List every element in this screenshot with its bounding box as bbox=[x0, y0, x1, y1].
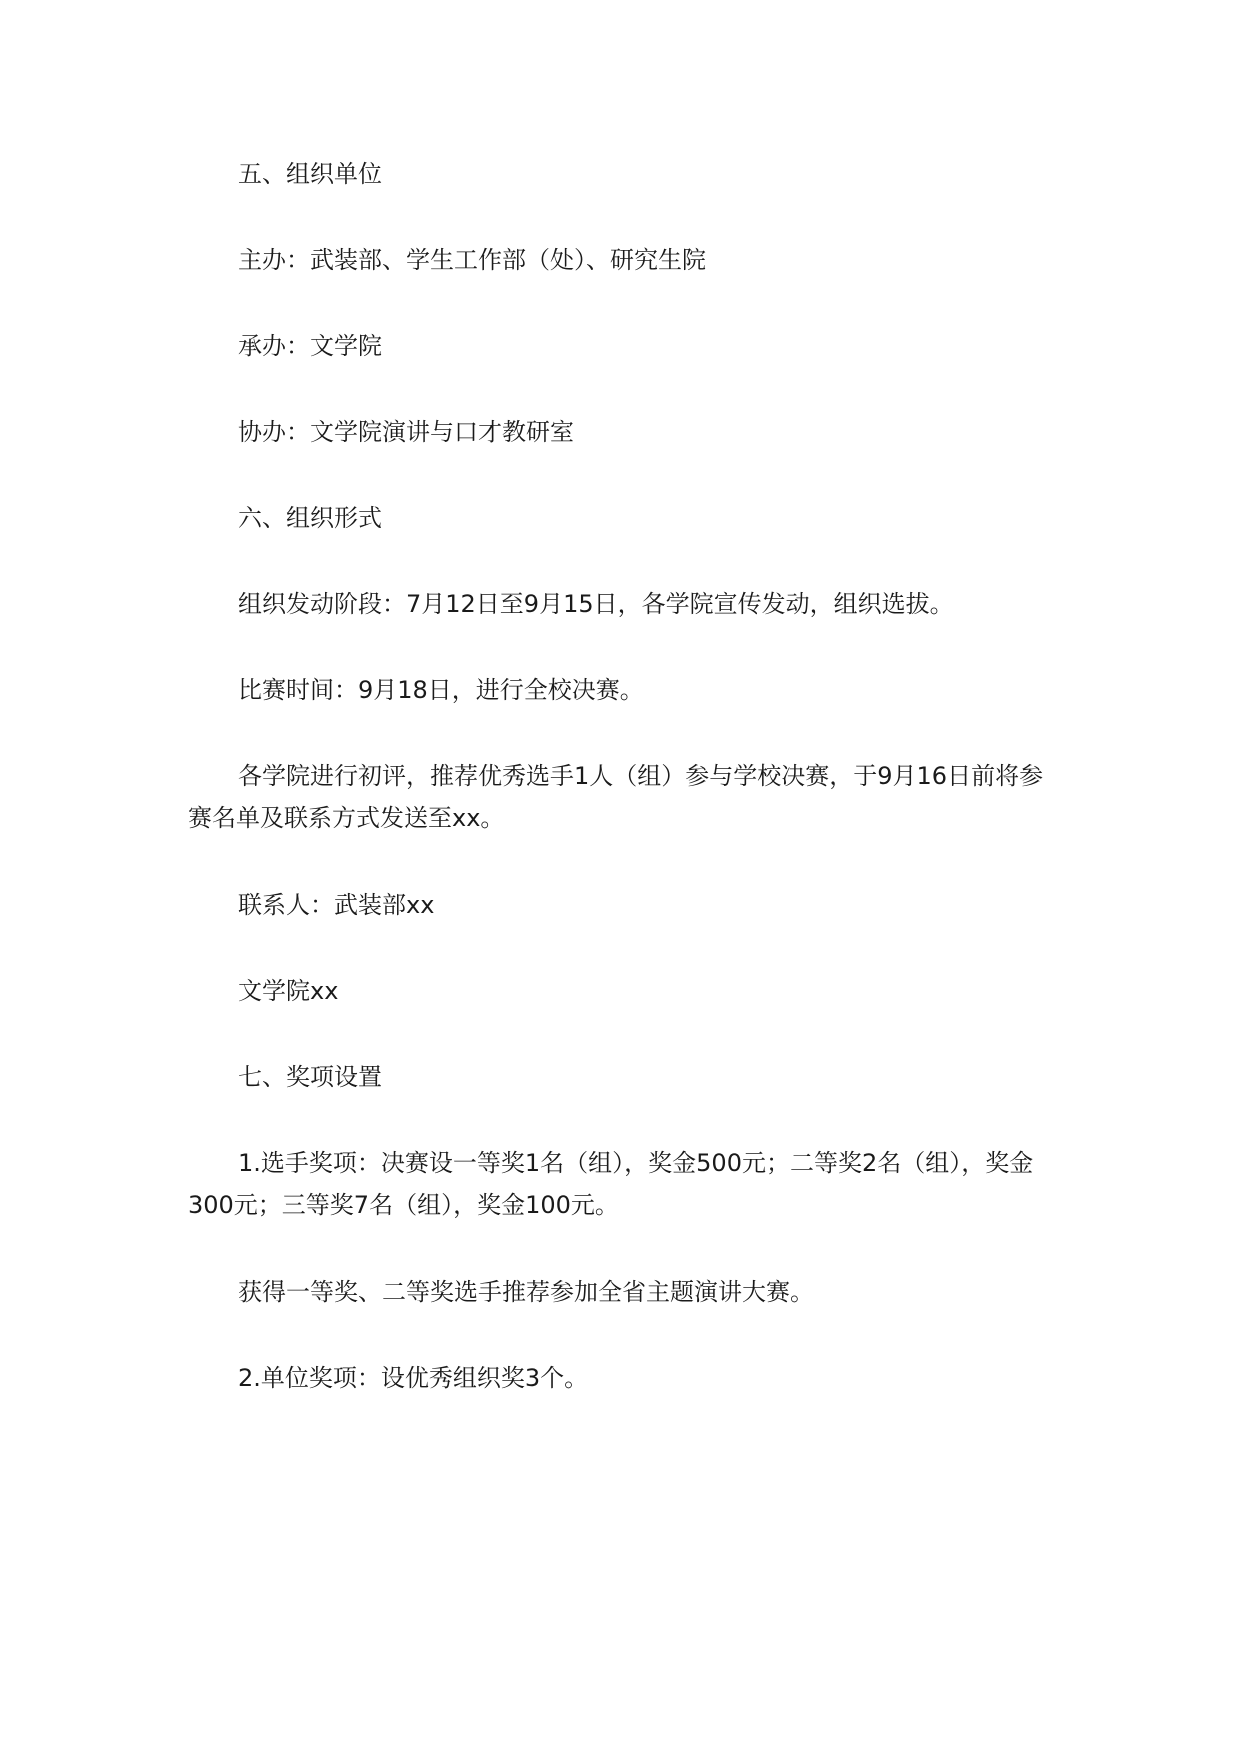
paragraph-contact-person: 联系人：武装部xx bbox=[238, 891, 435, 919]
paragraph-preliminary-review: 各学院进行初评，推荐优秀选手1人（组）参与学校决赛，于9月16日前将参赛名单及联系方式发送至xx。 bbox=[188, 762, 1044, 832]
paragraph-mobilization-stage: 组织发动阶段：7月12日至9月15日，各学院宣传发动，组织选拔。 bbox=[238, 590, 954, 618]
paragraph-contestant-awards: 1.选手奖项：决赛设一等奖1名（组），奖金500元；二等奖2名（组），奖金300元；三等奖7名（组），奖金100元。 bbox=[188, 1149, 1034, 1219]
paragraph-host: 主办：武装部、学生工作部（处）、研究生院 bbox=[238, 246, 706, 274]
paragraph-competition-time: 比赛时间：9月18日，进行全校决赛。 bbox=[238, 676, 644, 704]
paragraph-undertaker: 承办：文学院 bbox=[238, 332, 382, 360]
heading-organizers: 五、组织单位 bbox=[238, 160, 382, 188]
heading-awards: 七、奖项设置 bbox=[238, 1063, 382, 1091]
heading-format: 六、组织形式 bbox=[238, 504, 382, 532]
paragraph-provincial-recommendation: 获得一等奖、二等奖选手推荐参加全省主题演讲大赛。 bbox=[238, 1278, 814, 1306]
paragraph-co-organizer: 协办：文学院演讲与口才教研室 bbox=[238, 418, 574, 446]
paragraph-unit-awards: 2.单位奖项：设优秀组织奖3个。 bbox=[238, 1364, 589, 1392]
paragraph-contact-literature: 文学院xx bbox=[238, 977, 339, 1005]
